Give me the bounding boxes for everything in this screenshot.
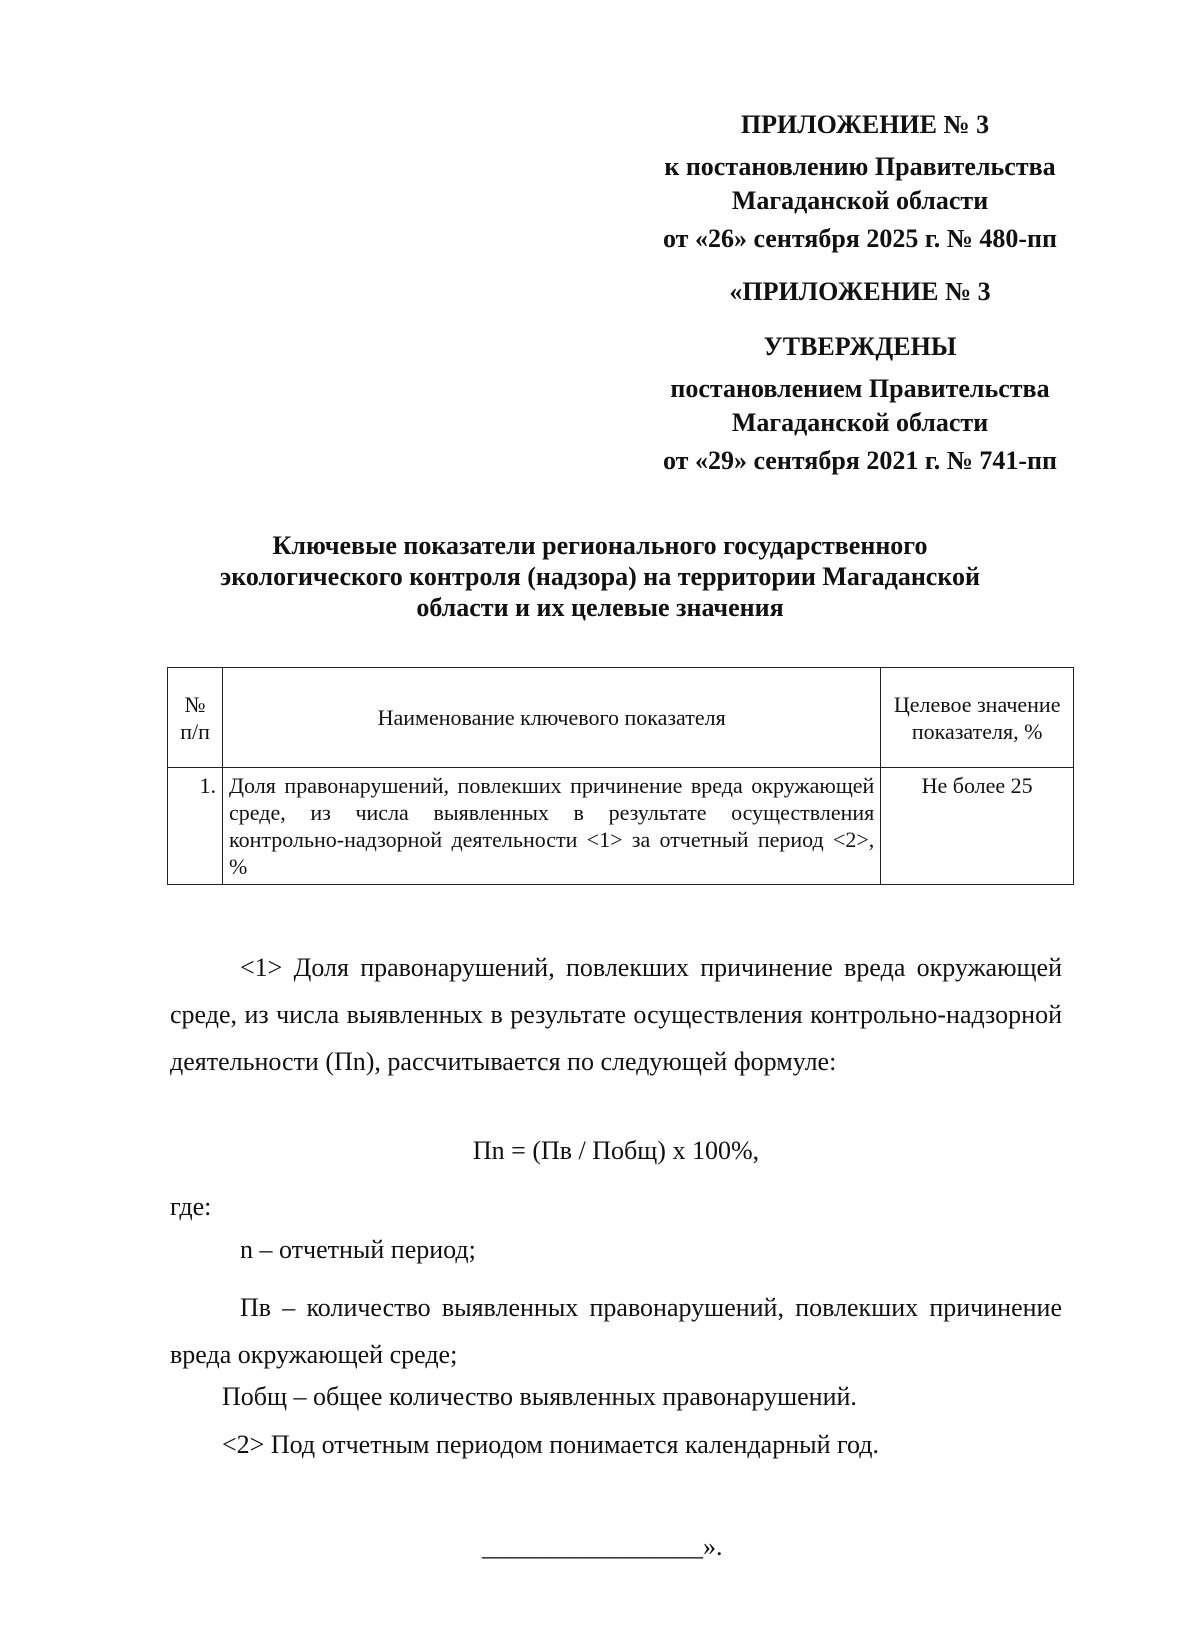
by-decree-line2: Магаданской области (731, 408, 989, 437)
header-quoted-appendix (600, 275, 1120, 309)
to-decree-line2: Магаданской области (731, 186, 989, 215)
formula: Пn = (Пв / Побщ) x 100%, (472, 1136, 760, 1165)
header-appendix (600, 108, 1120, 142)
header-to-decree (600, 150, 1120, 218)
table-row (168, 768, 1074, 885)
appendix-title: ПРИЛОЖЕНИЕ № 3 (740, 110, 990, 139)
quoted-appendix-title: «ПРИЛОЖЕНИЕ № 3 (729, 277, 991, 306)
definition-pobsch: Побщ – общее количество выявленных правонарушений. (222, 1382, 857, 1411)
to-decree-line1: к постановлению Правительства (664, 152, 1056, 181)
header-approved (600, 330, 1120, 364)
header-decree-date (600, 222, 1120, 256)
row-target: Не более 25 (881, 768, 1074, 885)
by-decree-line1: постановлением Правительства (670, 374, 1050, 403)
header-number: № п/п (168, 668, 223, 768)
closing-line: _________________». (482, 1532, 723, 1561)
footnote-1: <1> Доля правонарушений, повлекших причинение вреда окружающей среде, из числа выявленных в результате осуществления контрольно-надзорной деятельности (Пn), рассчитывается по следующей формуле: (170, 953, 1062, 1076)
row-number: 1. (168, 768, 223, 885)
table-header-row (168, 668, 1074, 768)
header-target: Целевое значение показателя, % (881, 668, 1074, 768)
decree-date: от «26» сентября 2025 г. № 480-пп (663, 224, 1057, 253)
approved-label: УТВЕРЖДЕНЫ (763, 332, 957, 361)
definition-n: n – отчетный период; (240, 1235, 476, 1264)
row-name: Доля правонарушений, повлекших причинение вреда окружающей среде, из числа выявленных в результате осуществления контрольно-надзорной деятельности <1> за отчетный период <2>, % (223, 768, 881, 885)
original-decree-date: от «29» сентября 2021 г. № 741-пп (663, 446, 1057, 475)
footnote-2: <2> Под отчетным периодом понимается календарный год. (222, 1430, 879, 1459)
header-original-decree-date (600, 444, 1120, 478)
title-line2: экологического контроля (надзора) на территории Магаданской (220, 562, 980, 591)
title-line1: Ключевые показатели регионального государственного (272, 531, 928, 560)
kpi-table (167, 667, 1074, 885)
where-label: где: (170, 1192, 212, 1221)
title-line3: области и их целевые значения (416, 593, 784, 622)
page-title (170, 530, 1030, 623)
header-by-decree (600, 372, 1120, 440)
definition-pv: Пв – количество выявленных правонарушений, повлекших причинение вреда окружающей среде; (170, 1293, 1062, 1369)
header-name: Наименование ключевого показателя (223, 668, 881, 768)
